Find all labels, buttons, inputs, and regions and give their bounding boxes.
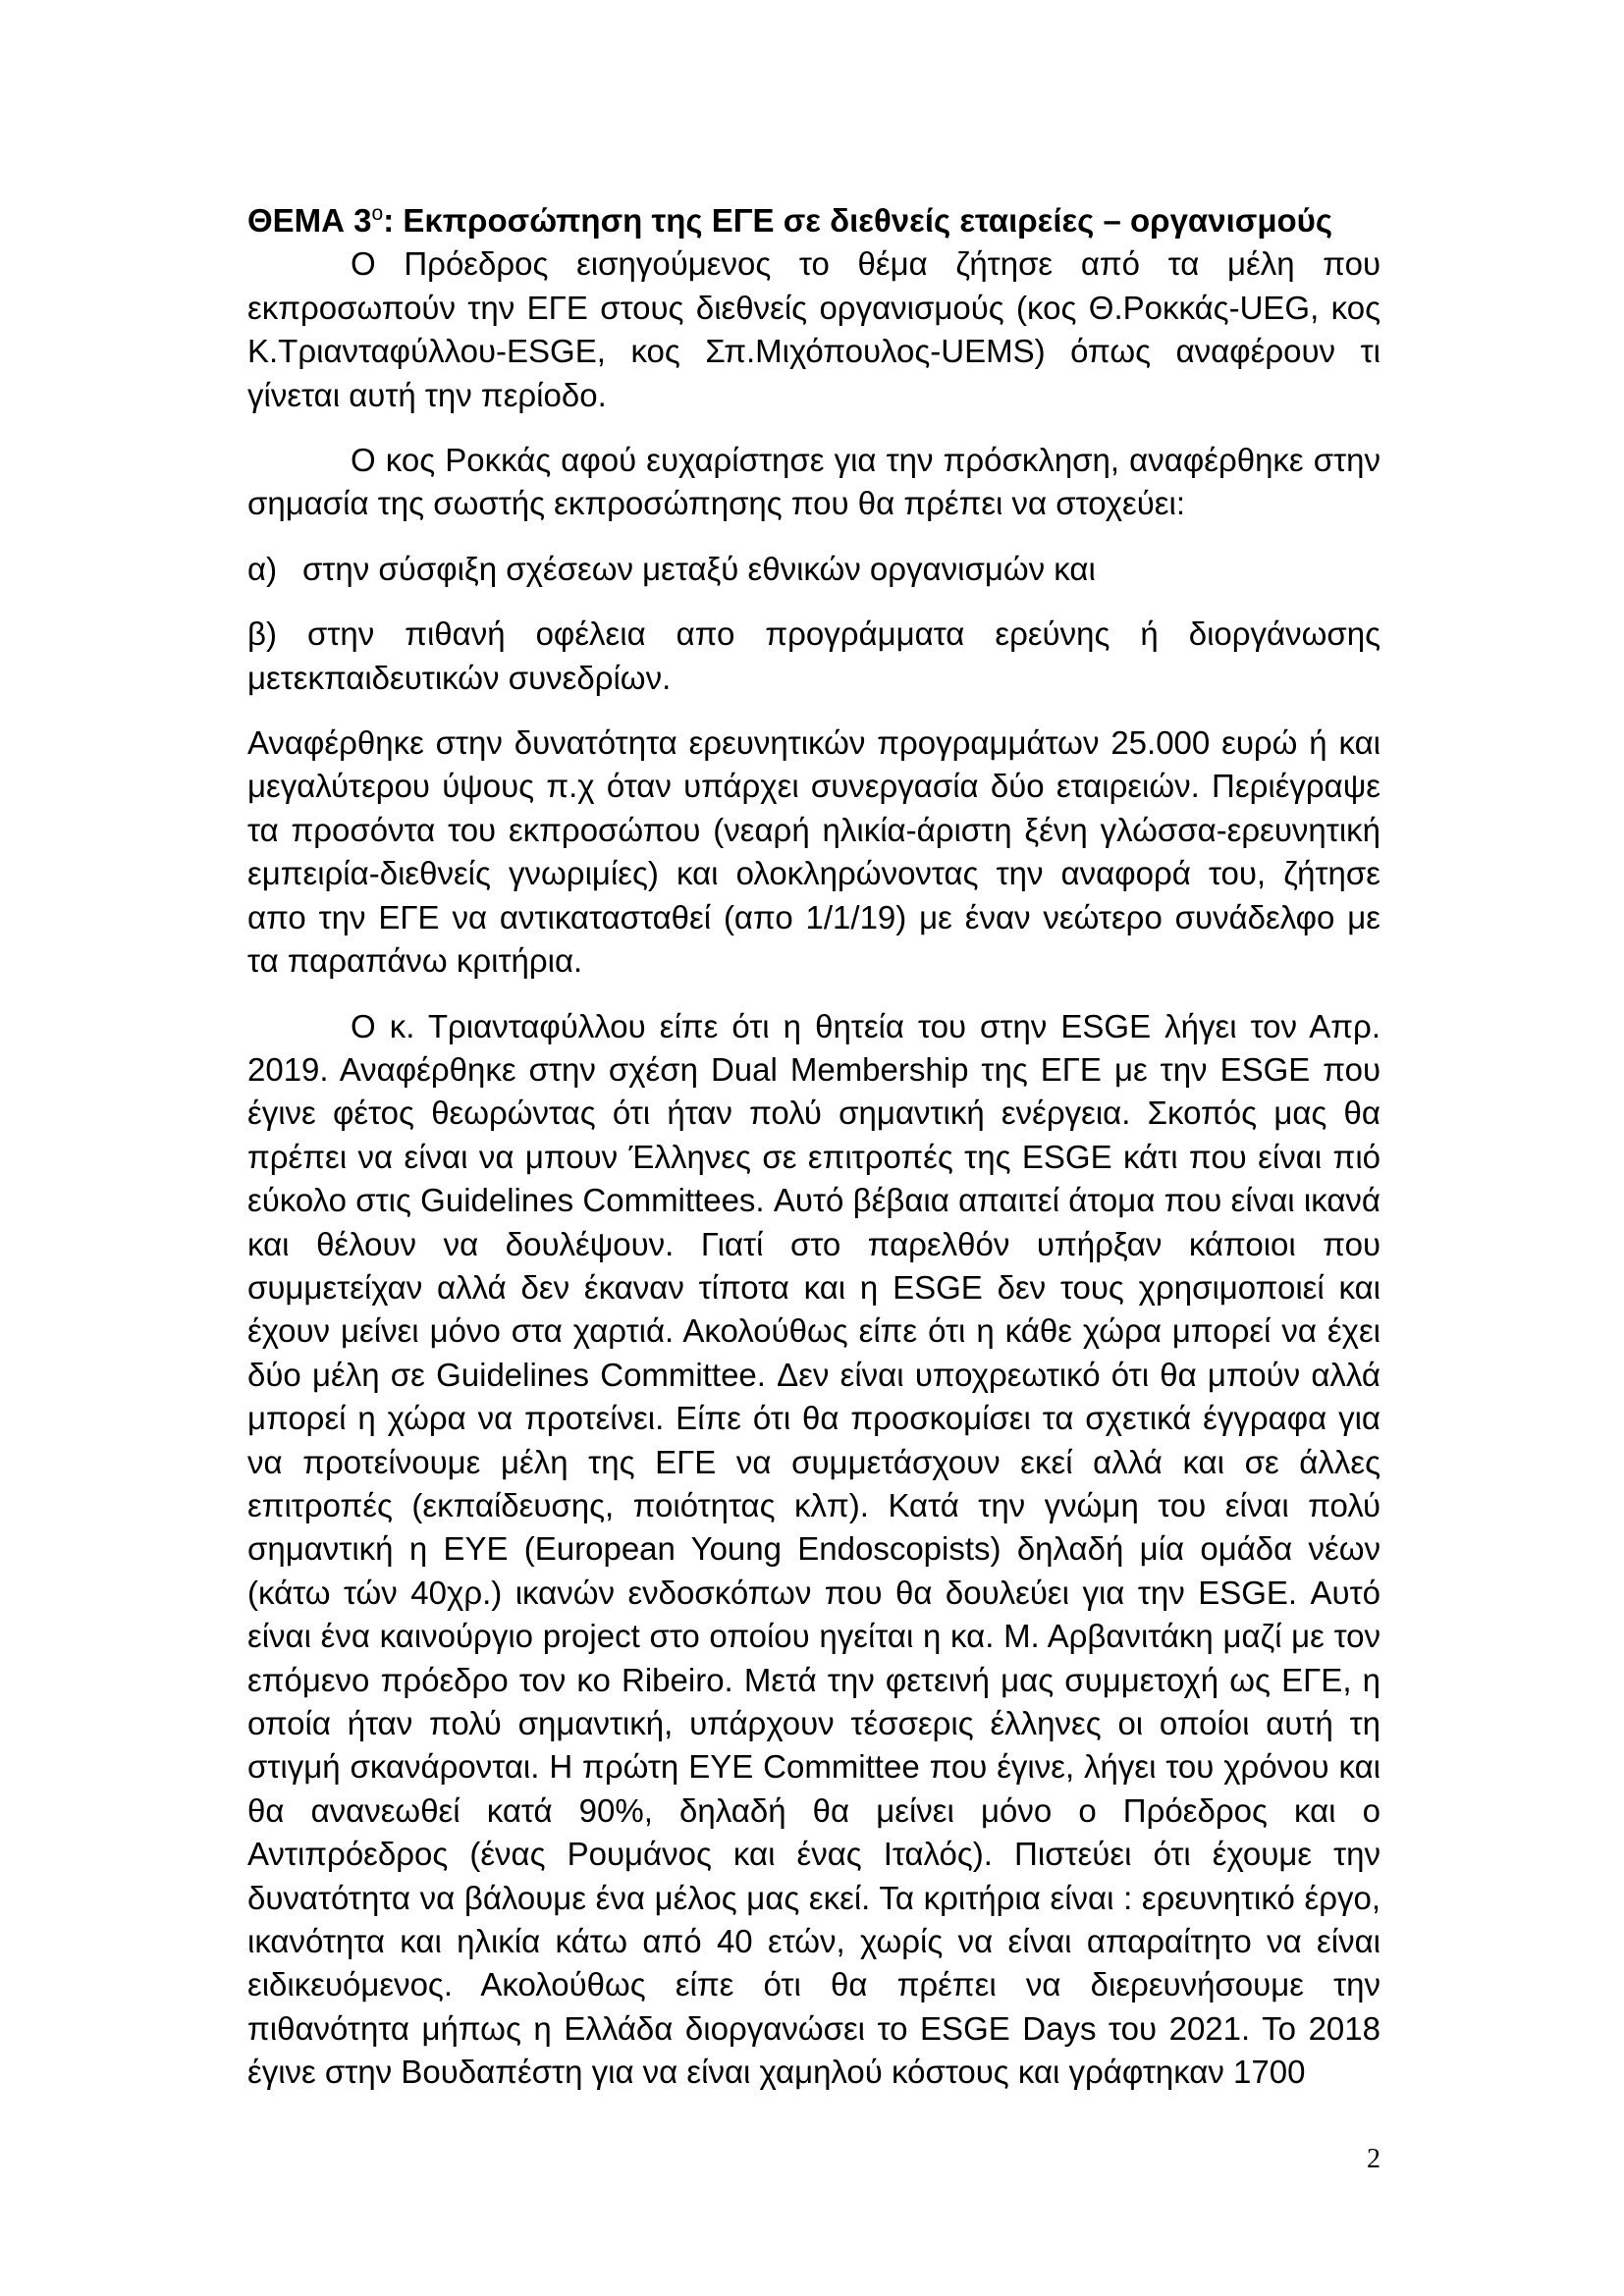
list-item-b: β) στην πιθανή οφέλεια απο προγράμματα ερεύνης ή διοργάνωσης μετεκπαιδευτικών συνεδρίων. <box>247 615 1380 696</box>
heading-title: : Εκπροσώπηση της ΕΓΕ σε διεθνείς εταιρείες – οργανισμούς <box>383 202 1333 239</box>
paragraph-rokkas: Ο κος Ροκκάς αφού ευχαρίστησε για την πρόσκληση, αναφέρθηκε στην σημασία της σωστής εκπροσώπησης που θα πρέπει να στοχεύει: <box>247 442 1380 522</box>
list-text-a: στην σύσφιξη σχέσεων μεταξύ εθνικών οργανισμών και <box>302 550 1096 587</box>
list-label-a: α) <box>247 550 278 587</box>
heading-superscript: ο <box>371 202 384 225</box>
heading-prefix: ΘΕΜΑ 3 <box>247 202 372 239</box>
list-item-a <box>247 548 1380 591</box>
paragraph-triantafyllou: Ο κ. Τριανταφύλλου είπε ότι η θητεία του στην ESGE λήγει τον Απρ. 2019. Αναφέρθηκε στην σχέση Dual Membership της ΕΓΕ με την ESGE που έγινε φέτος θεωρώντας ότι ήταν πολύ σημαντική ενέργεια. Σκοπός μας θα πρέπει να είναι να μπουν Έλληνες σε επιτροπές της ESGE κάτι που είναι πιό εύκολο στις Guidelines Committees. Αυτό βέβαια απαιτεί άτομα που είναι ικανά και θέλουν να δουλέψουν. Γιατί στο παρελθόν υπήρξαν κάποιοι που συμμετείχαν αλλά δεν έκαναν τίποτα και η ESGE δεν τους χρησιμοποιεί και έχουν μείνει μόνο στα χαρτιά. Ακολούθως είπε ότι η κάθε χώρα μπορεί να έχει δύο μέλη σε Guidelines Committee. Δεν είναι υποχρεωτικό ότι θα μπούν αλλά μπορεί η χώρα να προτείνει. Είπε ότι θα προσκομίσει τα σχετικά έγγραφα για να προτείνουμε μέλη της ΕΓΕ να συμμετάσχουν εκεί αλλά και σε άλλες επιτροπές (εκπαίδευσης, ποιότητας κλπ). Κατά την γνώμη του είναι πολύ σημαντική η ΕΥΕ (European Young Endoscopists) δηλαδή μία ομάδα νέων (κάτω τών 40χρ.) ικανών ενδοσκόπων που θα δουλεύει για την ESGE. Αυτό είναι ένα καινούργιο project στο οποίου ηγείται η κα. Μ. Αρβανιτάκη μαζί με τον επόμενο πρόεδρο τον κο Ribeiro. Μετά την φετεινή μας συμμετοχή ως ΕΓΕ, η οποία ήταν πολύ σημαντική, υπάρχουν τέσσερις έλληνες οι οποίοι αυτή τη στιγμή σκανάρονται. Η πρώτη ΕΥΕ Committee που έγινε, λήγει του χρόνου και θα ανανεωθεί κατά 90%, δηλαδή θα μείνει μόνο ο Πρόεδρος και ο Αντιπρόεδρος (ένας Ρουμάνος και ένας Ιταλός). Πιστεύει ότι έχουμε την δυνατότητα να βάλουμε ένα μέλος μας εκεί. Τα κριτήρια είναι : ερευνητικό έργο, ικανότητα και ηλικία κάτω από 40 ετών, χωρίς να είναι απαραίτητο να είναι ειδικευόμενος. Ακολούθως είπε ότι θα πρέπει να διερευνήσουμε την πιθανότητα μήπως η Ελλάδα διοργανώσει το ESGE Days του 2021. Το 2018 έγινε στην Βουδαπέστη για να είναι χαμηλού κόστους και γράφτηκαν 1700 <box>247 1007 1380 2091</box>
paragraph-research-programs: Αναφέρθηκε στην δυνατότητα ερευνητικών προγραμμάτων 25.000 ευρώ ή και μεγαλύτερου ύψους π.χ όταν υπάρχει συνεργασία δύο εταιρειών. Περιέγραψε τα προσόντα του εκπροσώπου (νεαρή ηλικία-άριστη ξένη γλώσσα-ερευνητική εμπειρία-διεθνείς γνωριμίες) και ολοκληρώνοντας την αναφορά του, ζήτησε απο την ΕΓΕ να αντικατασταθεί (απο 1/1/19) με έναν νεώτερο συνάδελφο με τα παραπάνω κριτήρια. <box>247 724 1380 980</box>
page-number: 2 <box>1367 2144 1380 2174</box>
page-body <box>247 199 1380 2095</box>
section-heading <box>247 199 1380 242</box>
paragraph-president-intro: Ο Πρόεδρος εισηγούμενος το θέμα ζήτησε από τα μέλη που εκπροσωπούν την ΕΓΕ στους διεθνείς οργανισμούς (κος Θ.Ροκκάς-UEG, κος Κ.Τριανταφύλλου-ESGE, κος Σπ.Μιχόπουλος-UEMS) όπως αναφέρουν τι γίνεται αυτή την περίοδο. <box>247 245 1380 413</box>
